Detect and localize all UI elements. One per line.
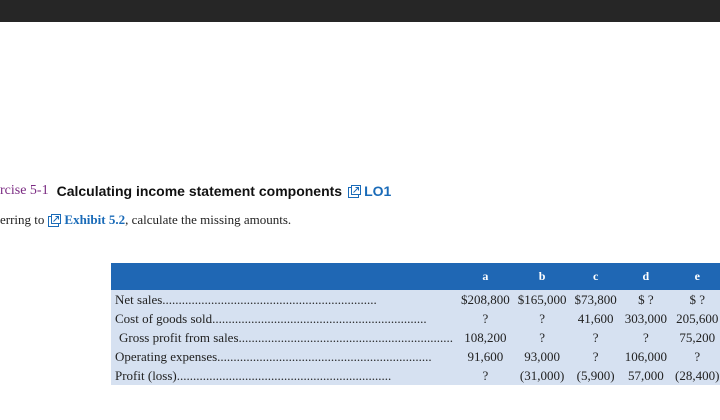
table-cell: (28,400) (675, 367, 720, 383)
row-label: Profit (loss) ..... (111, 366, 457, 385)
table-cell: $ ? (689, 291, 705, 307)
exercise-number: rcise 5-1 (0, 183, 49, 198)
column-header-d: d (621, 263, 671, 290)
table-cell: (31,000) (519, 367, 565, 383)
instruction-prefix: erring to (0, 212, 45, 227)
income-statement-table (111, 263, 720, 385)
table-row (111, 347, 720, 366)
table-cell: ? (694, 348, 701, 364)
row-label: Cost of goods sold ..... (111, 309, 457, 328)
table-cell: (5,900) (576, 367, 615, 383)
table-cell: $73,800 (574, 291, 617, 307)
table-cell: 91,600 (467, 348, 504, 364)
learning-objective-link[interactable] (348, 183, 391, 199)
table-cell: 205,600 (676, 310, 719, 326)
learning-objective-label: LO1 (364, 183, 392, 199)
table-cell: ? (592, 329, 599, 345)
exhibit-link[interactable]: Exhibit 5.2 (64, 212, 126, 227)
table-cell: ? (482, 310, 489, 326)
table-row (111, 309, 720, 328)
table-cell: ? (482, 367, 489, 383)
exercise-title: Calculating income statement components (56, 183, 343, 199)
table-cell: $ ? (638, 291, 654, 307)
column-header-b: b (514, 263, 571, 290)
table-cell: $208,800 (461, 291, 510, 307)
instruction-suffix: , calculate the missing amounts. (125, 212, 292, 227)
table-cell: ? (643, 329, 649, 345)
column-header-e: e (671, 263, 720, 290)
table-cell: 108,200 (464, 329, 507, 345)
table-cell: ? (539, 310, 546, 326)
external-link-icon[interactable] (48, 214, 61, 227)
column-header-a: a (457, 263, 514, 290)
table-cell: 106,000 (624, 348, 668, 364)
table-cell: 41,600 (577, 310, 614, 326)
table-cell: $165,000 (517, 291, 567, 307)
instruction-text (0, 212, 291, 228)
row-label: Gross profit from sales ..... (111, 328, 457, 347)
header-label-cell (111, 263, 457, 290)
table-row (111, 290, 720, 309)
table-row (111, 366, 720, 385)
table-header-row (111, 263, 720, 290)
exercise-heading (0, 183, 391, 199)
table-row (111, 328, 720, 347)
external-link-icon (348, 185, 361, 198)
table-cell: 93,000 (524, 348, 561, 364)
table-cell: 303,000 (624, 310, 668, 326)
table-cell: 75,200 (679, 329, 716, 345)
table-cell: ? (592, 348, 599, 364)
table-cell: ? (539, 329, 546, 345)
row-label: Operating expenses ..... (111, 347, 457, 366)
table-cell: 57,000 (628, 367, 664, 383)
row-label: Net sales ..... (111, 290, 457, 309)
column-header-c: c (571, 263, 621, 290)
